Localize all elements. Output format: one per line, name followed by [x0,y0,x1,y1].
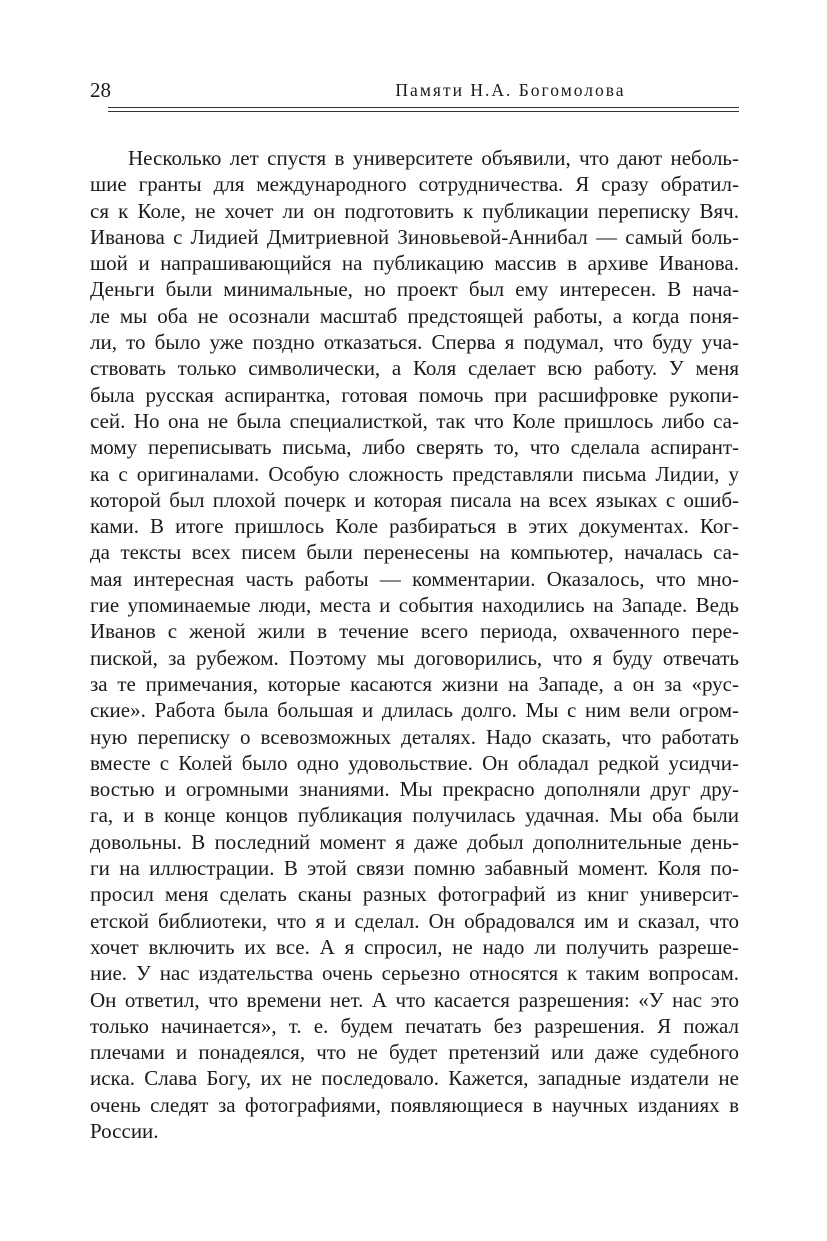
header-rule-bottom [108,111,739,112]
text-line: Несколько лет спустя в университете объявили, что дают неболь- [128,146,739,170]
page-header [90,76,739,104]
text-line: ка с оригиналами. Особую сложность представляли письма Лидии, у [90,461,739,486]
text-line: ную переписку о всевозможных деталях. Надо сказать, что работать [90,724,739,749]
text-line: шой и напрашивающийся на публикацию массив в архиве Иванова. [90,251,739,276]
body-paragraph [90,145,739,1144]
text-line: ли, то было уже поздно отказаться. Сперва я подумал, что буду уча- [90,330,739,355]
text-line: пиской, за рубежом. Поэтому мы договорились, что я буду отвечать [90,645,739,670]
text-line: ские». Работа была большая и длилась долго. Мы с ним вели огром- [90,698,739,723]
text-line: Иванов с женой жили в течение всего периода, охваченного пере- [90,619,739,644]
text-line: мому переписывать письма, либо сверять то, что сделала аспирант- [90,435,739,460]
text-line: ся к Коле, не хочет ли он подготовить к публикации переписку Вяч. [90,198,739,223]
text-line: ками. В итоге пришлось Коле разбираться в этих документах. Ког- [90,514,739,539]
text-line: России. [90,1118,159,1143]
text-line: да тексты всех писем были перенесены на компьютер, началась са- [90,540,739,565]
text-line: ле мы оба не осознали масштаб предстоящей работы, а когда поня- [90,303,739,328]
text-line: гие упоминаемые люди, места и события находились на Западе. Ведь [90,593,739,618]
text-line: просил меня сделать сканы разных фотографий из книг университ- [90,882,739,907]
page-number: 28 [90,78,111,102]
running-title: Памяти Н.А. Богомолова [395,80,626,100]
text-line: за те примечания, которые касаются жизни на Западе, а он за «рус- [90,671,739,696]
header-rule-top [108,107,739,108]
text-line: Иванова с Лидией Дмитриевной Зиновьевой-Аннибал — самый боль- [90,224,739,249]
text-line: етской библиотеки, что я и сделал. Он обрадовался им и сказал, что [90,908,739,933]
text-line: востью и огромными знаниями. Мы прекрасно дополняли друг дру- [90,777,739,802]
text-line: Он ответил, что времени нет. А что касается разрешения: «У нас это [90,987,739,1012]
text-line: которой был плохой почерк и которая писала на всех языках с ошиб- [90,487,739,512]
text-line: хочет включить их все. А я спросил, не надо ли получить разреше- [90,934,739,959]
text-line: Деньги были минимальные, но проект был ему интересен. В нача- [90,277,739,302]
text-line: иска. Слава Богу, их не последовало. Кажется, западные издатели не [90,1066,739,1091]
text-line: довольны. В последний момент я даже добыл дополнительные день- [90,829,739,854]
text-line: была русская аспирантка, готовая помочь при расшифровке рукопи- [90,382,739,407]
text-line: мая интересная часть работы — комментарии. Оказалось, что мно- [90,566,739,591]
text-line: ги на иллюстрации. В этой связи помню забавный момент. Коля по- [90,856,739,881]
text-line: ние. У нас издательства очень серьезно относятся к таким вопросам. [90,961,739,986]
text-line: шие гранты для международного сотрудничества. Я сразу обратил- [90,172,739,197]
text-line: сей. Но она не была специалисткой, так что Коле пришлось либо са- [90,408,739,433]
text-line: только начинается», т. е. будем печатать без разрешения. Я пожал [90,1013,739,1038]
text-line: плечами и понадеялся, что не будет претензий или даже судебного [90,1040,739,1065]
text-line: га, и в конце концов публикация получилась удачная. Мы оба были [90,803,739,828]
text-line: вместе с Колей было одно удовольствие. Он обладал редкой усидчи- [90,750,739,775]
text-line: ствовать только символически, а Коля сделает всю работу. У меня [90,356,739,381]
text-line: очень следят за фотографиями, появляющиеся в научных изданиях в [90,1092,739,1117]
